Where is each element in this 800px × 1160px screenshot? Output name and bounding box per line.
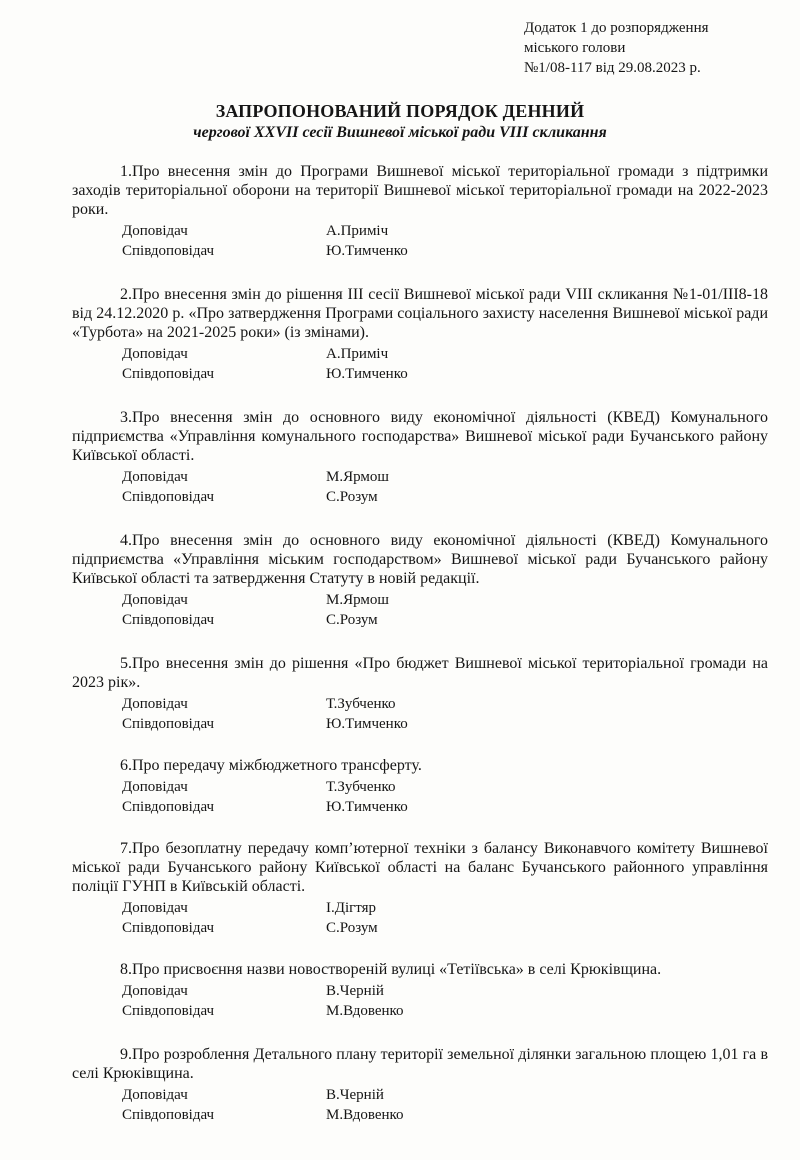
reporters (122, 590, 768, 630)
reporters (122, 898, 768, 938)
agenda-list (72, 162, 768, 1125)
agenda-item-text: 4.Про внесення змін до основного виду економічної діяльності (КВЕД) Комунального підприємства «Управління міським господарством» Вишневої міської ради Бучанського району Київської області та затвердження Статуту в новій редакції. (72, 532, 768, 587)
speaker-name: М.Ярмош (326, 469, 389, 485)
title-main: ЗАПРОПОНОВАНИЙ ПОРЯДОК ДЕННИЙ (215, 101, 585, 121)
co-speaker-label: Співдоповідач (122, 1107, 215, 1123)
agenda-item (72, 960, 768, 1021)
document-title (0, 100, 800, 144)
annex-header (524, 18, 709, 78)
annex-line-2: міського голови (524, 40, 626, 56)
agenda-item (72, 531, 768, 630)
co-speaker-label: Співдоповідач (122, 612, 215, 628)
agenda-item (72, 839, 768, 938)
speaker-name: Т.Зубченко (326, 779, 396, 795)
agenda-item-text: 9.Про розроблення Детального плану території земельної ділянки загальною площею 1,01 га в селі Крюківщина. (72, 1046, 768, 1082)
reporters (122, 1085, 768, 1125)
agenda-item (72, 408, 768, 507)
co-speaker-name: Ю.Тимченко (326, 243, 408, 259)
co-speaker-label: Співдоповідач (122, 716, 215, 732)
agenda-item-text: 2.Про внесення змін до рішення ІІІ сесії Вишневої міської ради VIII скликання №1-01/ІІІ8-18 від 24.12.2020 р. «Про затвердження Програми соціального захисту населення Вишневої міської ради «Турбота» на 2021-2025 роки» (із змінами). (72, 286, 768, 341)
co-speaker-name: Ю.Тимченко (326, 366, 408, 382)
agenda-item (72, 285, 768, 384)
reporters (122, 221, 768, 261)
agenda-item-text: 6.Про передачу міжбюджетного трансферту. (120, 757, 422, 774)
speaker-name: В.Черній (326, 983, 384, 999)
speaker-name: І.Дігтяр (326, 900, 377, 916)
co-speaker-label: Співдоповідач (122, 1003, 215, 1019)
co-speaker-name: Ю.Тимченко (326, 716, 408, 732)
speaker-name: Т.Зубченко (326, 696, 396, 712)
speaker-label: Доповідач (122, 592, 188, 608)
agenda-item-text: 5.Про внесення змін до рішення «Про бюджет Вишневої міської територіальної громади на 2023 рік». (72, 655, 768, 691)
agenda-item (72, 654, 768, 734)
co-speaker-label: Співдоповідач (122, 489, 215, 505)
annex-line-3: №1/08-117 від 29.08.2023 р. (524, 60, 701, 76)
co-speaker-name: С.Розум (326, 489, 378, 505)
speaker-label: Доповідач (122, 983, 188, 999)
agenda-item-text: 1.Про внесення змін до Програми Вишневої міської територіальної громади з підтримки заходів територіальної оборони на території Вишневої міської територіальної громади на 2022-2023 роки. (72, 163, 768, 218)
agenda-item-text: 7.Про безоплатну передачу комп’ютерної техніки з балансу Виконавчого комітету Вишневої міської ради Бучанського району Київської області на баланс Бучанського районного управління поліції ГУНП в Київській області. (72, 840, 768, 895)
reporters (122, 777, 768, 817)
co-speaker-name: С.Розум (326, 920, 378, 936)
reporters (122, 981, 768, 1021)
speaker-label: Доповідач (122, 223, 188, 239)
co-speaker-label: Співдоповідач (122, 920, 215, 936)
reporters (122, 344, 768, 384)
co-speaker-name: М.Вдовенко (326, 1003, 404, 1019)
speaker-label: Доповідач (122, 900, 188, 916)
speaker-name: М.Ярмош (326, 592, 389, 608)
co-speaker-name: Ю.Тимченко (326, 799, 408, 815)
speaker-label: Доповідач (122, 1087, 188, 1103)
agenda-item-text: 8.Про присвоєння назви новоствореній вулиці «Тетіївська» в селі Крюківщина. (120, 961, 662, 978)
co-speaker-label: Співдоповідач (122, 243, 215, 259)
agenda-item (72, 756, 768, 817)
speaker-label: Доповідач (122, 469, 188, 485)
speaker-name: А.Приміч (326, 346, 389, 362)
co-speaker-name: М.Вдовенко (326, 1107, 404, 1123)
co-speaker-name: С.Розум (326, 612, 378, 628)
reporters (122, 694, 768, 734)
speaker-label: Доповідач (122, 779, 188, 795)
speaker-label: Доповідач (122, 696, 188, 712)
speaker-label: Доповідач (122, 346, 188, 362)
agenda-item-text: 3.Про внесення змін до основного виду економічної діяльності (КВЕД) Комунального підприємства «Управління комунального господарства» Вишневої міської ради Бучанського району Київської області. (72, 409, 768, 464)
agenda-item (72, 162, 768, 261)
co-speaker-label: Співдоповідач (122, 366, 215, 382)
agenda-item (72, 1045, 768, 1125)
speaker-name: А.Приміч (326, 223, 389, 239)
reporters (122, 467, 768, 507)
speaker-name: В.Черній (326, 1087, 384, 1103)
co-speaker-label: Співдоповідач (122, 799, 215, 815)
annex-line-1: Додаток 1 до розпорядження (524, 20, 709, 36)
title-sub: чергової XXVII сесії Вишневої міської ради VIII скликання (193, 124, 607, 141)
